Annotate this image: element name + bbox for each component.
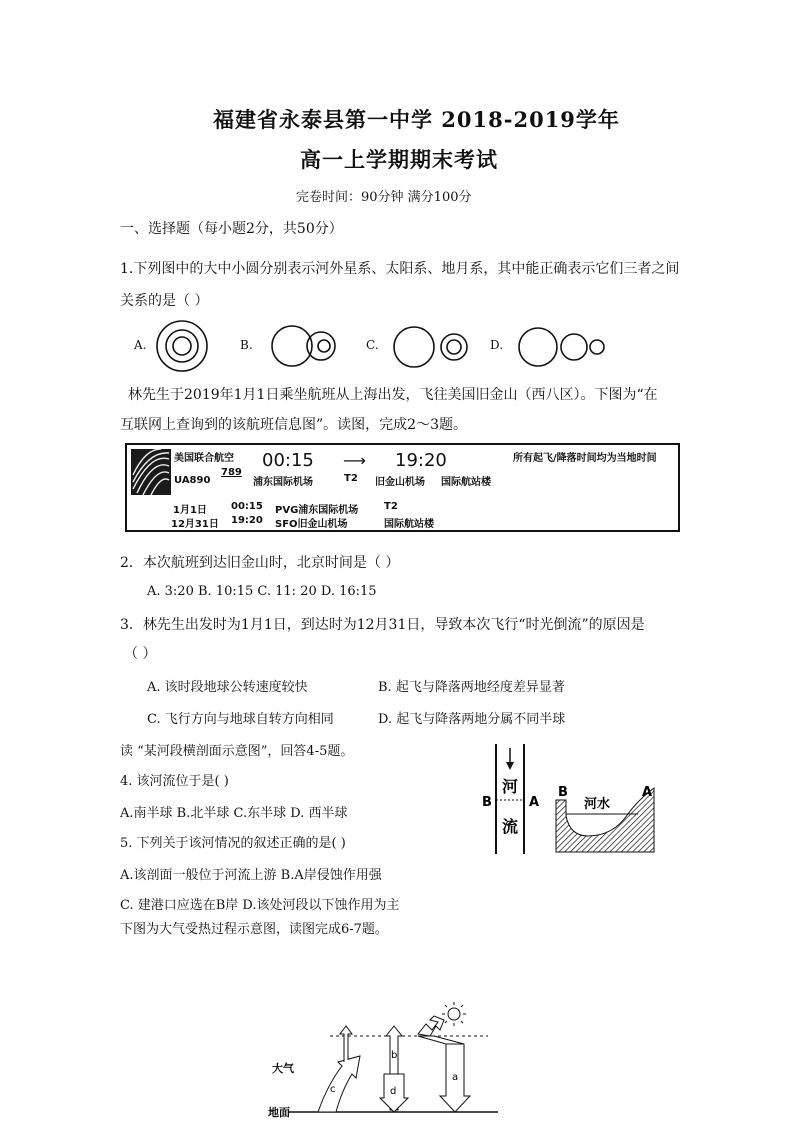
label-d: d	[390, 1086, 397, 1097]
plan-char-he: 河	[501, 777, 519, 796]
label-b: b	[391, 1050, 398, 1061]
q4-options: A.南半球 B.北半球 C.东半球 D. 西半球	[120, 806, 348, 821]
intro-2-3-line2: 互联网上查询到的该航班信息图”。读图，完成2～3题。	[120, 417, 467, 433]
label-c: c	[330, 1084, 336, 1095]
q2-options: A. 3:20 B. 10:15 C. 11: 20 D. 16:15	[147, 584, 377, 599]
q3-option-b: B. 起飞与降落两地经度差异显著	[378, 680, 565, 695]
arrow-right-icon: ⟶	[343, 451, 366, 470]
option-c-circles	[394, 327, 467, 367]
row2-terminal: 国际航站楼	[384, 519, 434, 530]
row1-date: 1月1日	[173, 505, 207, 516]
row2-time: 19:20	[231, 515, 263, 526]
arrival-airport: 旧金山机场	[375, 477, 425, 488]
river-section-view	[556, 785, 654, 852]
q5-options-cd: C. 建港口应选在B岸 D.该处河段以下蚀作用为主	[120, 898, 400, 913]
option-a-circles	[157, 321, 207, 371]
q3-stem-line2: （ ）	[124, 646, 157, 662]
plan-char-liu: 流	[501, 817, 519, 836]
arrival-time: 19:20	[395, 450, 447, 471]
q5-stem: 5. 下列关于该河情况的叙述正确的是( )	[120, 836, 346, 851]
flight-number: UA890	[174, 475, 211, 486]
q1-option-d-label: D.	[490, 338, 504, 352]
plan-label-b: B	[482, 795, 492, 810]
local-time-note: 所有起飞/降落时间均为当地时间	[513, 453, 657, 464]
plan-label-a: A	[529, 795, 540, 810]
flow-arrow-icon	[506, 762, 514, 770]
row1-airport: PVG浦东国际机场	[275, 505, 359, 516]
label-atmosphere: 大气	[272, 1062, 294, 1075]
section-heading: 一、选择题（每小题2分，共50分）	[120, 221, 343, 237]
q1-option-c-label: C.	[366, 338, 379, 352]
row1-terminal: T2	[384, 501, 398, 512]
river-cross-section-figure	[478, 740, 678, 860]
row2-date: 12月31日	[171, 519, 219, 530]
intro-4-5: 读 “某河段横剖面示意图”，回答4-5题。	[120, 744, 354, 759]
exam-title-line1: 福建省永泰县第一中学 2018-2019学年	[213, 107, 620, 132]
exam-title-line2: 高一上学期期末考试	[300, 147, 498, 172]
arrow-c-icon	[318, 1056, 360, 1112]
departure-terminal: T2	[344, 473, 358, 484]
q1-option-b-label: B.	[240, 338, 253, 352]
section-label-a: A	[642, 785, 653, 800]
option-b-circles	[272, 326, 335, 366]
flight-info-panel	[125, 443, 680, 532]
q4-stem: 4. 该河流位于是( )	[120, 774, 229, 789]
departure-time: 00:15	[262, 450, 314, 471]
river-plan-view	[482, 744, 539, 854]
aircraft-type: 789	[221, 467, 242, 478]
sun-icon	[442, 1002, 466, 1026]
row1-time: 00:15	[231, 501, 263, 512]
q3-option-a: A. 该时段地球公转速度较快	[147, 680, 308, 695]
arrow-escape-icon	[340, 1026, 352, 1062]
q1-stem-line1: 1.下列图中的大中小圆分别表示河外星系、太阳系、地月系，其中能正确表示它们三者之间	[120, 261, 680, 277]
exam-info: 完卷时间：90分钟 满分100分	[296, 190, 472, 205]
q1-circle-diagrams	[120, 316, 620, 380]
label-ground: 地面	[268, 1106, 290, 1119]
intro-6-7: 下图为大气受热过程示意图，读图完成6-7题。	[120, 922, 388, 937]
atmospheric-heating-figure	[268, 1000, 508, 1120]
q1-stem-line2: 关系的是（ ）	[120, 293, 209, 309]
q3-option-d: D. 起飞与降落两地分属不同半球	[378, 712, 566, 727]
q1-option-a-label: A.	[134, 338, 147, 352]
q3-stem-line1: 3．林先生出发时为1月1日，到达时为12月31日，导致本次飞行“时光倒流”的原因是	[120, 617, 645, 633]
section-label-b: B	[558, 785, 568, 800]
q3-option-c: C. 飞行方向与地球自转方向相同	[147, 712, 334, 727]
reflected-radiation-arrow-icon	[418, 1016, 444, 1036]
airline-name: 美国联合航空	[174, 453, 234, 464]
intro-2-3-line1: 林先生于2019年1月1日乘坐航班从上海出发，飞往美国旧金山（西八区）。下图为“在	[128, 387, 658, 403]
arrival-terminal: 国际航站楼	[441, 477, 491, 488]
label-a: a	[452, 1072, 459, 1083]
section-label-water: 河水	[584, 797, 611, 812]
row2-airport: SFO旧金山机场	[275, 519, 348, 530]
airline-logo-icon	[131, 449, 171, 495]
q2-stem: 2．本次航班到达旧金山时，北京时间是（ ）	[120, 555, 400, 571]
departure-airport: 浦东国际机场	[253, 477, 313, 488]
q5-options-ab: A.该剖面一般位于河流上游 B.A岸侵蚀作用强	[120, 868, 382, 883]
option-d-circles	[519, 328, 604, 366]
